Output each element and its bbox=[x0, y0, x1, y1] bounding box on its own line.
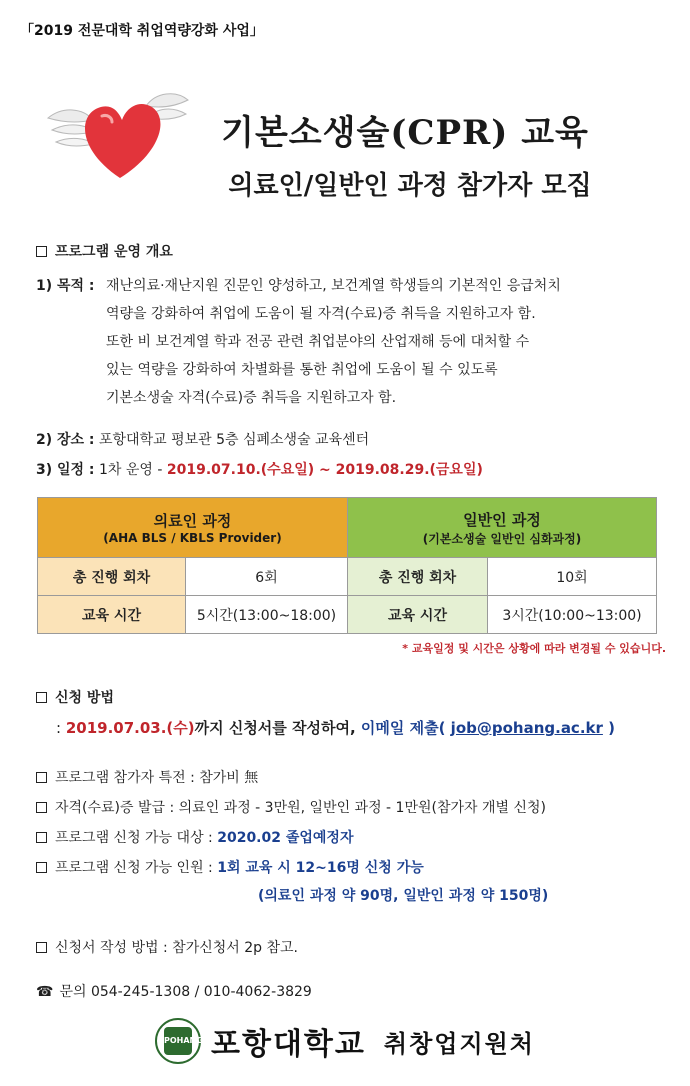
apply-heading: 신청 방법 bbox=[36, 684, 114, 712]
checkbox-bullet-icon bbox=[36, 942, 47, 953]
general-sessions-value: 10회 bbox=[488, 558, 657, 596]
university-logo bbox=[0, 1018, 690, 1064]
checkbox-bullet-icon bbox=[36, 772, 47, 783]
capacity-detail: (의료인 과정 약 90명, 일반인 과정 약 150명) bbox=[258, 888, 549, 904]
place-line: 2) 장소 : 포항대학교 평보관 5층 심폐소생술 교육센터 bbox=[36, 432, 370, 448]
certificate-line: 자격(수료)증 발급 : 의료인 과정 - 3만원, 일반인 과정 - 1만원(참가자 개별 신청) bbox=[36, 794, 546, 822]
email-link[interactable]: job@pohang.ac.kr bbox=[450, 719, 603, 737]
general-sessions-label: 총 진행 회차 bbox=[348, 558, 488, 596]
schedule-line: 3) 일정 : 1차 운영 - 2019.07.10.(수요일) ~ 2019.08.29.(금요일) bbox=[36, 462, 483, 478]
schedule-notice: * 교육일정 및 시간은 상황에 따라 변경될 수 있습니다. bbox=[402, 642, 666, 655]
benefit-line: 프로그램 참가자 특전 : 참가비 無 bbox=[36, 764, 258, 792]
checkbox-bullet-icon bbox=[36, 692, 47, 703]
phone-icon: ☎ bbox=[36, 984, 54, 1000]
capacity-line: 프로그램 신청 가능 인원 : 1회 교육 시 12~16명 신청 가능 bbox=[36, 854, 424, 882]
medical-sessions-value: 6회 bbox=[186, 558, 348, 596]
general-time-value: 3시간(10:00~13:00) bbox=[488, 596, 657, 634]
department-name: 취창업지원처 bbox=[383, 1029, 535, 1058]
program-table bbox=[37, 497, 657, 634]
apply-line: : 2019.07.03.(수)까지 신청서를 작성하여, 이메일 제출( job@pohang.ac.kr ) bbox=[56, 719, 615, 737]
purpose-text: 재난의료·재난지원 진문인 양성하고, 보건계열 학생들의 기본적인 응급처치 역량을 강화하여 취업에 도움이 될 자격(수료)증 취득을 지원하고자 함. 또한 비 보건계열 학과 전공 관련 취업분야의 산업재해 등에 대처할 수 있는 역량을 강화하여 차별화를 통한 취업에 도움이 될 수 있도록 기본소생술 자격(수료)증 취득을 지원하고자 함. bbox=[106, 278, 561, 406]
overview-heading: 프로그램 운영 개요 bbox=[36, 238, 173, 266]
university-seal-icon: POHANG bbox=[155, 1018, 201, 1064]
medical-course-header: 의료인 과정 (AHA BLS / KBLS Provider) bbox=[38, 498, 348, 558]
checkbox-bullet-icon bbox=[36, 862, 47, 873]
eligibility-line: 프로그램 신청 가능 대상 : 2020.02 졸업예정자 bbox=[36, 824, 353, 852]
purpose-label: 1) 목적 : bbox=[36, 278, 95, 294]
checkbox-bullet-icon bbox=[36, 832, 47, 843]
general-course-header: 일반인 과정 (기본소생술 일반인 심화과정) bbox=[348, 498, 657, 558]
program-tag: 「2019 전문대학 취업역량강화 사업」 bbox=[20, 23, 264, 39]
checkbox-bullet-icon bbox=[36, 246, 47, 257]
form-line: 신청서 작성 방법 : 참가신청서 2p 참고. bbox=[36, 934, 298, 962]
general-time-label: 교육 시간 bbox=[348, 596, 488, 634]
medical-sessions-label: 총 진행 회차 bbox=[38, 558, 186, 596]
page-subtitle: 의료인/일반인 과정 참가자 모집 bbox=[228, 171, 592, 201]
contact-line: ☎ 문의 054-245-1308 / 010-4062-3829 bbox=[36, 984, 312, 1000]
checkbox-bullet-icon bbox=[36, 802, 47, 813]
medical-time-value: 5시간(13:00~18:00) bbox=[186, 596, 348, 634]
university-name: 포항대학교 bbox=[210, 1027, 366, 1062]
medical-time-label: 교육 시간 bbox=[38, 596, 186, 634]
page-title: 기본소생술(CPR) 교육 bbox=[221, 113, 589, 153]
